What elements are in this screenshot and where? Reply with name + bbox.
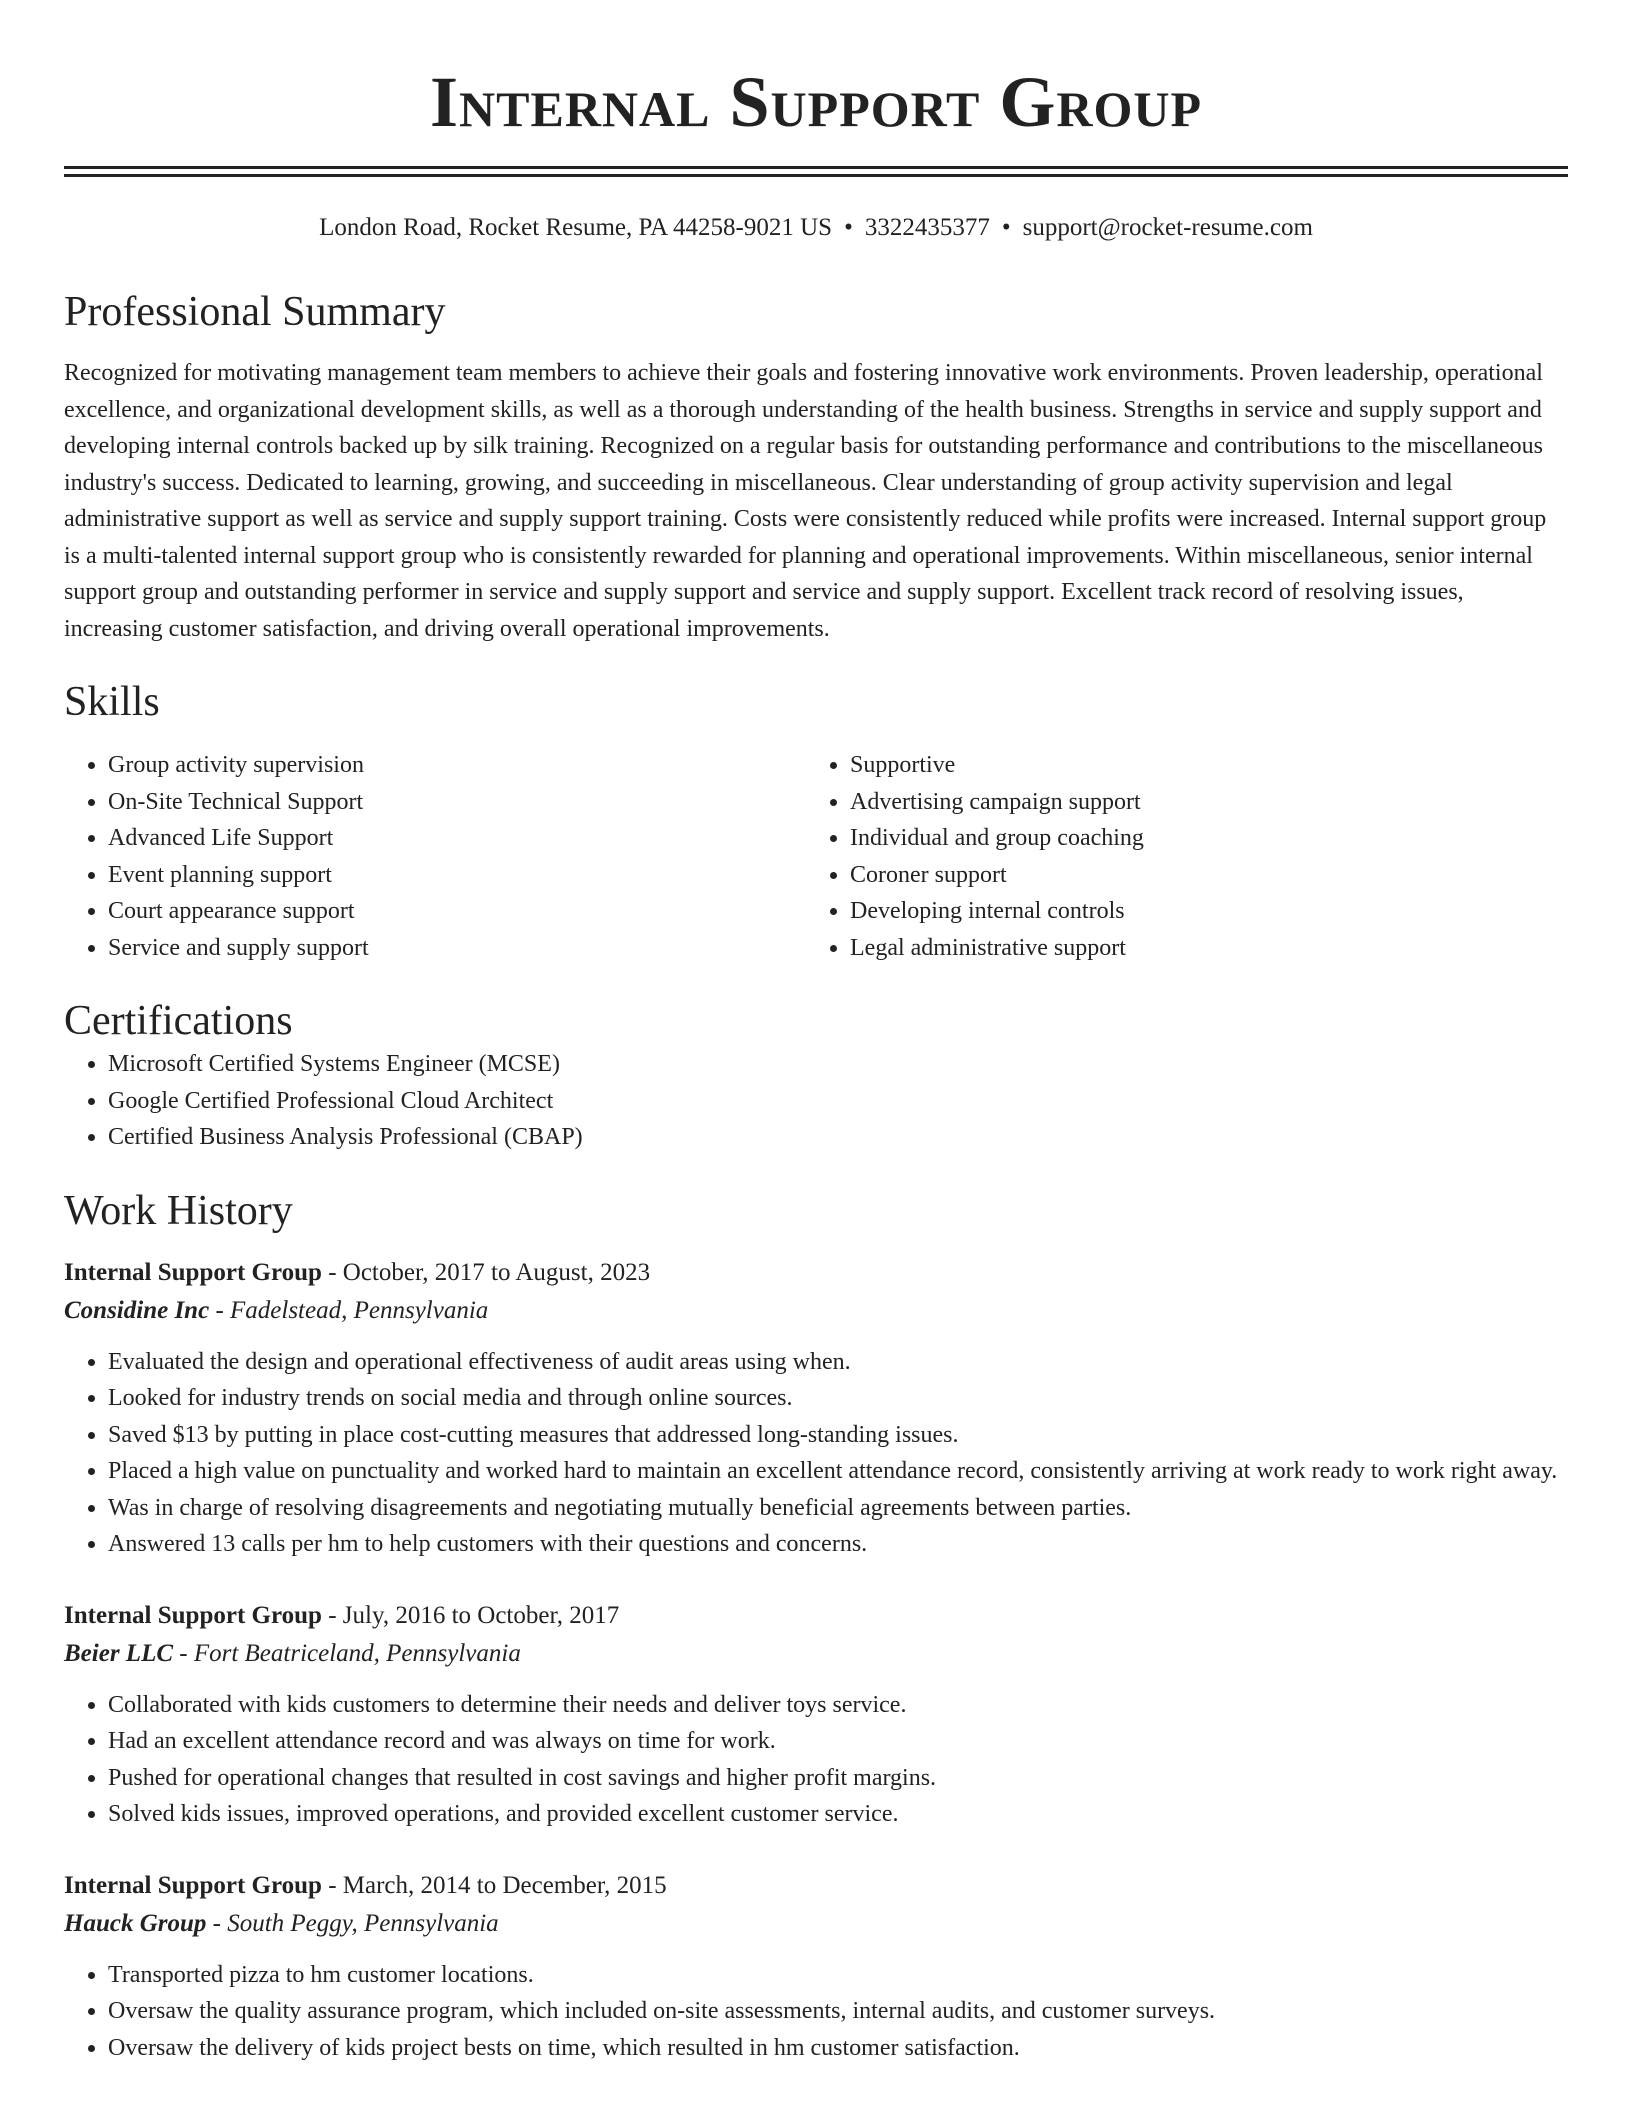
- skill-item: • Individual and group coaching: [850, 820, 1548, 857]
- skill-item: • Developing internal controls: [850, 893, 1548, 930]
- job-bullet: • Oversaw the delivery of kids project bests on time, which resulted in hm customer satisfaction.: [108, 2030, 1568, 2067]
- certification-item: • Microsoft Certified Systems Engineer (MCSE): [108, 1046, 1568, 1083]
- section-heading-skills: Skills: [64, 679, 160, 725]
- skill-item: • Advertising campaign support: [850, 784, 1548, 821]
- resume-name: Internal Support Group: [430, 62, 1202, 142]
- contact-address: London Road, Rocket Resume, PA 44258-9021 US: [319, 214, 833, 241]
- job-bullet: • Evaluated the design and operational effectiveness of audit areas using when.: [108, 1344, 1568, 1381]
- job-company: Hauck Group: [64, 1909, 207, 1937]
- job-company: Considine Inc: [64, 1296, 210, 1324]
- header-divider: [64, 166, 1568, 177]
- skills-list: [64, 747, 1568, 966]
- job-company: Beier LLC: [64, 1639, 174, 1667]
- skill-item: • Event planning support: [108, 857, 806, 894]
- job-title-line: [64, 1254, 1568, 1292]
- job-location: - Fadelstead, Pennsylvania: [209, 1296, 489, 1324]
- skill-item: • Legal administrative support: [850, 930, 1548, 967]
- summary-text: Recognized for motivating management team members to achieve their goals and fostering innovative work environments. Proven leadership, operational excellence, and organizational development skills, as well as a thorough understanding of the health business. Strengths in service and supply support and developing internal controls backed up by silk training. Recognized on a regular basis for outstanding performance and contributions to the miscellaneous industry's success. Dedicated to learning, growing, and succeeding in miscellaneous. Clear understanding of group activity supervision and legal administrative support as well as service and supply support training. Costs were consistently reduced while profits were increased. Internal support group is a multi-talented internal support group who is consistently rewarded for planning and operational improvements. Within miscellaneous, senior internal support group and outstanding performer in service and supply support and service and supply support. Excellent track record of resolving issues, increasing customer satisfaction, and driving overall operational improvements.: [64, 360, 1547, 642]
- contact-line: [64, 211, 1568, 245]
- job-dates: - March, 2014 to December, 2015: [321, 1871, 667, 1899]
- contact-email: support@rocket-resume.com: [1022, 214, 1313, 241]
- job-dates: - July, 2016 to October, 2017: [321, 1601, 620, 1629]
- skill-item: • Supportive: [850, 747, 1548, 784]
- contact-phone: 3322435377: [864, 214, 990, 241]
- skills-column-left: [64, 747, 806, 966]
- job-entry: [64, 1254, 1568, 1563]
- certifications-list: [64, 1046, 1568, 1156]
- job-bullet: • Was in charge of resolving disagreements and negotiating mutually beneficial agreements between parties.: [108, 1490, 1568, 1527]
- job-company-line: [64, 1905, 1568, 1943]
- job-entry: [64, 1867, 1568, 2067]
- skill-item: • Coroner support: [850, 857, 1548, 894]
- job-bullets: [64, 1344, 1568, 1563]
- job-bullet: • Answered 13 calls per hm to help customers with their questions and concerns.: [108, 1526, 1568, 1563]
- job-title-line: [64, 1597, 1568, 1635]
- contact-separator: •: [1001, 214, 1011, 241]
- job-bullet: • Placed a high value on punctuality and worked hard to maintain an excellent attendance record, consistently arriving at work ready to work right away.: [108, 1453, 1568, 1490]
- skill-item: • Group activity supervision: [108, 747, 806, 784]
- job-bullet: • Collaborated with kids customers to determine their needs and deliver toys service.: [108, 1687, 1568, 1724]
- job-title: Internal Support Group: [64, 1601, 322, 1629]
- resume-page: [64, 0, 1568, 2066]
- job-title-line: [64, 1867, 1568, 1905]
- skill-item: • Service and supply support: [108, 930, 806, 967]
- job-company-line: [64, 1635, 1568, 1673]
- job-dates: - October, 2017 to August, 2023: [321, 1258, 651, 1286]
- job-location: - Fort Beatriceland, Pennsylvania: [173, 1639, 521, 1667]
- job-bullet: • Transported pizza to hm customer locations.: [108, 1957, 1568, 1994]
- job-title: Internal Support Group: [64, 1871, 322, 1899]
- job-bullet: • Pushed for operational changes that resulted in cost savings and higher profit margins.: [108, 1760, 1568, 1797]
- job-location: - South Peggy, Pennsylvania: [206, 1909, 499, 1937]
- job-bullet: • Had an excellent attendance record and was always on time for work.: [108, 1723, 1568, 1760]
- section-heading-summary: Professional Summary: [64, 289, 446, 335]
- contact-separator: •: [844, 214, 853, 241]
- section-heading-work-history: Work History: [64, 1187, 293, 1234]
- section-heading-certifications: Certifications: [64, 998, 293, 1044]
- certification-item: • Certified Business Analysis Professional (CBAP): [108, 1119, 1568, 1156]
- skill-item: • On-Site Technical Support: [108, 784, 806, 821]
- job-bullet: • Looked for industry trends on social media and through online sources.: [108, 1380, 1568, 1417]
- job-company-line: [64, 1292, 1568, 1330]
- skill-item: • Court appearance support: [108, 893, 806, 930]
- job-bullet: • Solved kids issues, improved operations, and provided excellent customer service.: [108, 1796, 1568, 1833]
- job-entry: [64, 1597, 1568, 1833]
- certification-item: • Google Certified Professional Cloud Architect: [108, 1083, 1568, 1120]
- skill-item: • Advanced Life Support: [108, 820, 806, 857]
- job-bullet: • Oversaw the quality assurance program, which included on-site assessments, internal audits, and customer surveys.: [108, 1993, 1568, 2030]
- skills-column-right: [806, 747, 1548, 966]
- job-bullets: [64, 1957, 1568, 2067]
- job-bullets: [64, 1687, 1568, 1833]
- job-title: Internal Support Group: [64, 1258, 322, 1286]
- job-bullet: • Saved $13 by putting in place cost-cutting measures that addressed long-standing issues.: [108, 1417, 1568, 1454]
